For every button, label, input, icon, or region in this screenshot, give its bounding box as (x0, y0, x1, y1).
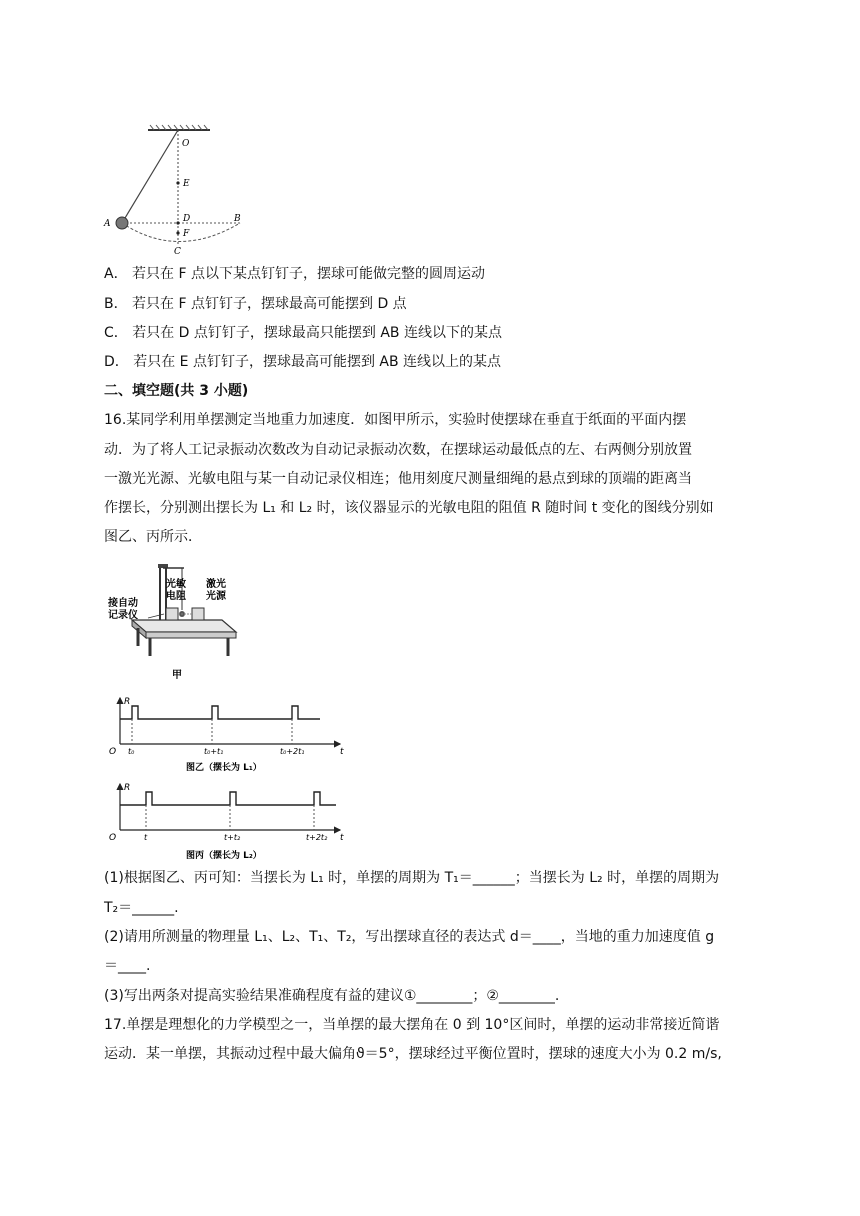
pendulum-figure (100, 120, 250, 260)
label-o: O (182, 139, 190, 149)
graph-b-t-label: t (340, 747, 344, 757)
graph-c-origin: O (109, 833, 117, 843)
option-d: D． 若只在 E 点钉钉子，摆球最高可能摆到 AB 连线以上的某点 (104, 354, 502, 370)
graph-b (104, 692, 354, 776)
label-sensor-1: 光敏 (166, 579, 186, 590)
graph-c-t-label: t (340, 833, 344, 843)
graph-c-y-label: R (124, 783, 131, 793)
graph-c-tick-1: t (144, 833, 148, 842)
graph-b-caption: 图乙（摆长为 L₁） (186, 763, 262, 773)
label-a: A (104, 219, 111, 229)
q16-line-3: 一激光光源、光敏电阻与某一自动记录仪相连；他用刻度尺测量细绳的悬点到球的顶端的距离当 (104, 471, 692, 487)
q17-line-1: 17.单摆是理想化的力学模型之一，当单摆的最大摆角在 0 到 10°区间时，单摆的运动非常接近简谐 (104, 1017, 720, 1033)
label-laser-1: 激光 (206, 579, 226, 590)
label-e: E (183, 179, 190, 189)
q16-line-2: 动．为了将人工记录振动次数改为自动记录振动次数，在摆球运动最低点的左、右两侧分别放置 (104, 442, 692, 458)
label-sensor-2: 电阻 (166, 591, 186, 602)
label-d: D (183, 214, 191, 224)
graph-c-tick-2: t+t₂ (224, 833, 241, 842)
q16-line-1: 16.某同学利用单摆测定当地重力加速度．如图甲所示，实验时使摆球在垂直于纸面的平面内摆 (104, 412, 687, 428)
apparatus-figure (104, 560, 244, 684)
option-a: A． 若只在 F 点以下某点钉钉子，摆球可能做完整的圆周运动 (104, 266, 485, 282)
q16-line-5: 图乙、丙所示． (104, 529, 202, 545)
q16-line-4: 作摆长，分别测出摆长为 L₁ 和 L₂ 时，该仪器显示的光敏电阻的阻值 R 随时间 t 变化的图线分别如 (104, 500, 714, 516)
label-rec-2: 记录仪 (108, 610, 138, 621)
q17-line-2: 运动．某一单摆，其振动过程中最大偏角ϑ＝5°，摆球经过平衡位置时，摆球的速度大小为 0.2 m/s, (104, 1046, 722, 1062)
q16-sub-2a: (2)请用所测量的物理量 L₁、L₂、T₁、T₂，写出摆球直径的表达式 d＝____，当地的重力加速度值 g (104, 929, 715, 945)
graph-c-caption: 图丙（摆长为 L₂） (186, 851, 262, 861)
graph-c-tick-3: t+2t₂ (306, 833, 328, 842)
label-b: B (234, 214, 241, 224)
graph-b-tick-3: t₀+2t₁ (280, 747, 305, 756)
label-rec-1: 接自动 (108, 598, 138, 609)
option-b: B． 若只在 F 点钉钉子，摆球最高可能摆到 D 点 (104, 296, 407, 312)
apparatus-caption: 甲 (172, 670, 182, 681)
graph-b-y-label: R (124, 697, 131, 707)
q16-sub-1b: T₂＝______. (104, 900, 179, 916)
q16-sub-1a: (1)根据图乙、丙可知：当摆长为 L₁ 时，单摆的周期为 T₁＝______；当摆长为 L₂ 时，单摆的周期为 (104, 870, 720, 886)
graph-b-origin: O (109, 747, 117, 757)
q16-sub-3: (3)写出两条对提高实验结果准确程度有益的建议①________；②________. (104, 988, 560, 1004)
q16-sub-2b: ＝____. (104, 958, 151, 974)
label-f: F (183, 229, 190, 239)
label-c: C (174, 247, 181, 257)
graph-b-tick-1: t₀ (128, 747, 135, 756)
label-laser-2: 光源 (206, 591, 226, 602)
option-c: C． 若只在 D 点钉钉子，摆球最高只能摆到 AB 连线以下的某点 (104, 325, 502, 341)
section-title: 二、填空题(共 3 小题) (104, 383, 249, 399)
graph-c (104, 778, 354, 864)
graph-b-tick-2: t₀+t₁ (204, 747, 224, 756)
